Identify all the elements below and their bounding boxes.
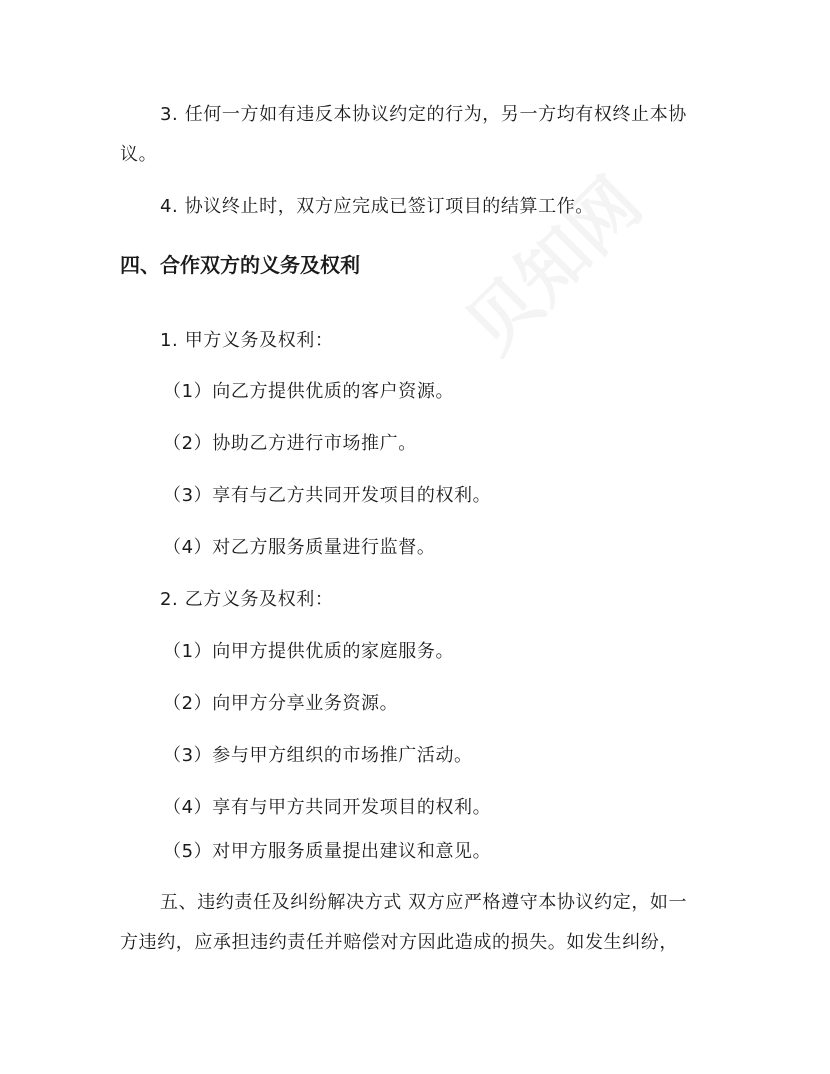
section-5-line-2: 方违约，应承担违约责任并赔偿对方因此造成的损失。如发生纠纷， xyxy=(120,932,678,953)
party-a-title: 1. 甲方义务及权利： xyxy=(160,330,334,351)
clause-4: 4. 协议终止时，双方应完成已签订项目的结算工作。 xyxy=(160,196,594,217)
party-a-item: （3）享有与乙方共同开发项目的权利。 xyxy=(163,485,492,506)
party-a-item: （4）对乙方服务质量进行监督。 xyxy=(163,537,436,558)
party-b-title: 2. 乙方义务及权利： xyxy=(160,589,334,610)
party-b-item: （3）参与甲方组织的市场推广活动。 xyxy=(163,745,473,766)
clause-3-line-1: 3. 任何一方如有违反本协议约定的行为，另一方均有权终止本协 xyxy=(160,104,687,125)
watermark xyxy=(440,152,660,372)
party-b-item: （4）享有与甲方共同开发项目的权利。 xyxy=(163,797,492,818)
party-a-item: （1）向乙方提供优质的客户资源。 xyxy=(163,381,455,402)
party-b-item: （2）向甲方分享业务资源。 xyxy=(163,693,399,714)
party-b-item: （1）向甲方提供优质的家庭服务。 xyxy=(163,641,455,662)
party-b-item: （5）对甲方服务质量提出建议和意见。 xyxy=(163,841,492,862)
section-5-line-1: 五、违约责任及纠纷解决方式 双方应严格遵守本协议约定，如一 xyxy=(160,892,688,913)
party-a-item: （2）协助乙方进行市场推广。 xyxy=(163,433,417,454)
section-4-heading: 四、合作双方的义务及权利 xyxy=(120,253,360,277)
clause-3-line-2: 议。 xyxy=(120,144,158,165)
